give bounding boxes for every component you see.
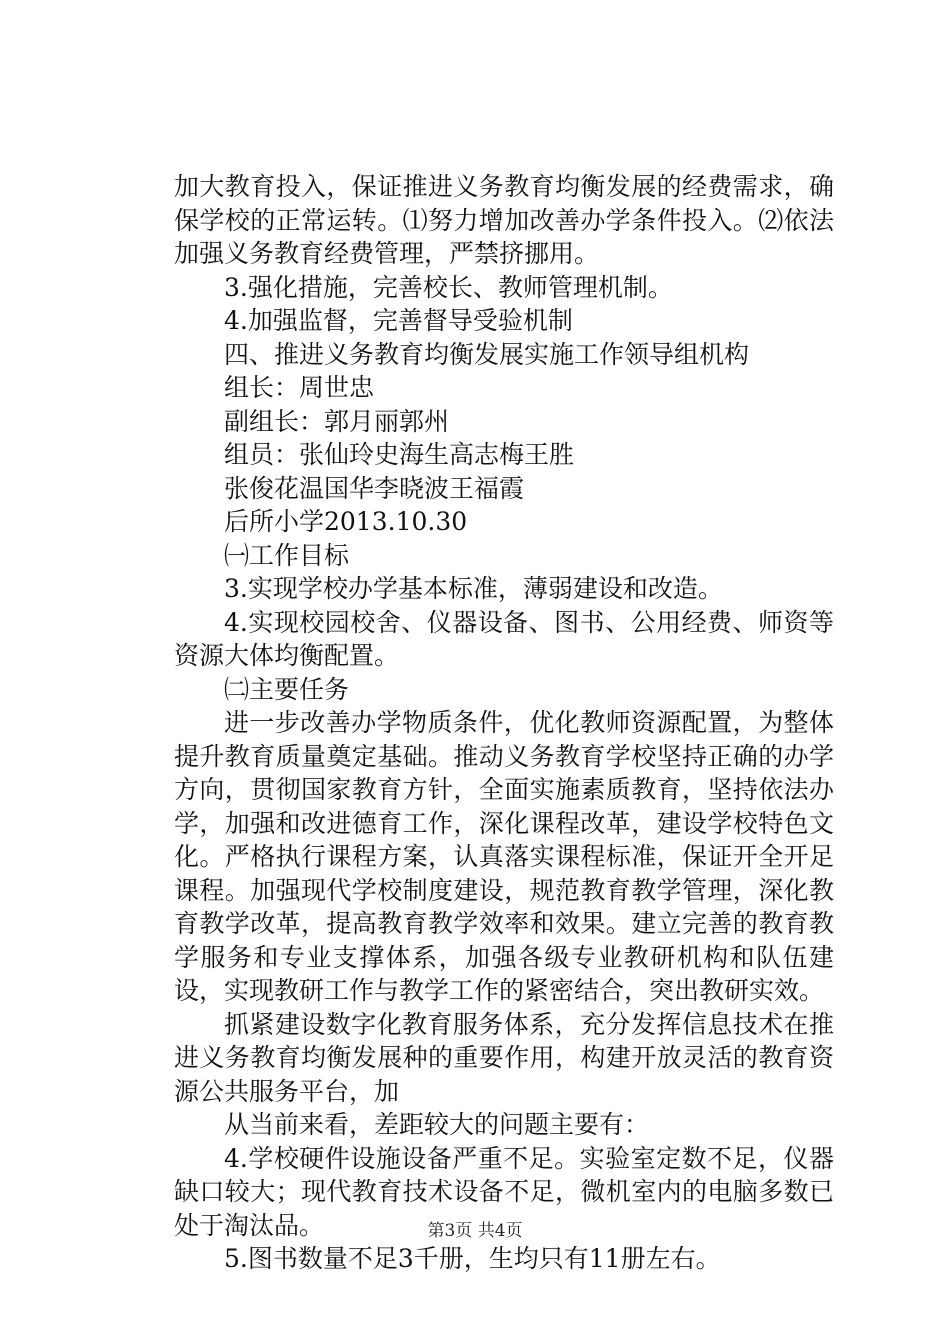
paragraph-funding: 加大教育投入，保证推进义务教育均衡发展的经费需求，确保学校的正常运转。⑴努力增加改善办学条件投入。⑵依法加强义务教育经费管理，严禁挤挪用。 <box>174 172 834 268</box>
paragraph-goal-3: 3.实现学校办学基本标准，薄弱建设和改造。 <box>224 574 723 603</box>
paragraph-school-date: 后所小学2013.10.30 <box>224 507 468 536</box>
paragraph-deputy-leader: 副组长：郭月丽郭州 <box>224 406 450 436</box>
paragraph-gap-intro: 从当前来看，差距较大的问题主要有： <box>224 1110 650 1139</box>
page-number-label: 第3页 共4页 <box>427 1221 523 1241</box>
paragraph-members: 组员：张仙玲史海生高志梅王胜 <box>224 440 575 469</box>
paragraph-leader: 组长：周世忠 <box>224 373 375 402</box>
section-heading-leadership: 四、推进义务教育均衡发展实施工作领导组机构 <box>224 339 750 369</box>
paragraph-gap-hardware: 4.学校硬件设施设备严重不足。实验室定数不足，仪器缺口较大；现代教育技术设备不足，微机室内的电脑多数已处于淘汰品。 <box>174 1143 834 1240</box>
paragraph-digital-services: 抓紧建设数字化教育服务体系，充分发挥信息技术在推进义务教育均衡发展种的重要作用，构建开放灵活的教育资源公共服务平台，加 <box>174 1009 834 1106</box>
paragraph-members-continued: 张俊花温国华李晓波王福霞 <box>224 473 525 503</box>
paragraph-tasks-main: 进一步改善办学物质条件，优化教师资源配置，为整体提升教育质量奠定基础。推动义务教育学校坚持正确的办学方向，贯彻国家教育方针，全面实施素质教育，坚持依法办学，加强和改进德育工作，深化课程改革，建设学校特色文化。严格执行课程方案，认真落实课程标准，保证开全开足课程。加强现代学校制度建设，规范教育教学管理，深化教育教学改革，提高教育教学效率和效果。建立完善的教育教学服务和专业支撑体系，加强各级专业教研机构和队伍建设，实现教研工作与教学工作的紧密结合，突出教研实效。 <box>174 708 834 1005</box>
paragraph-gap-books: 5.图书数量不足3千册，生均只有11册左右。 <box>224 1244 721 1273</box>
paragraph-item-4-supervision: 4.加强监督，完善督导受验机制 <box>224 306 573 335</box>
document-body <box>174 170 834 1276</box>
section-heading-goals: ㈠工作目标 <box>224 540 350 570</box>
section-heading-tasks: ㈡主要任务 <box>224 674 350 704</box>
paragraph-goal-4: 4.实现校园校舍、仪器设备、图书、公用经费、师资等资源大体均衡配置。 <box>174 607 834 670</box>
paragraph-item-3-measures: 3.强化措施，完善校长、教师管理机制。 <box>224 272 673 302</box>
page-footer <box>0 1216 950 1241</box>
